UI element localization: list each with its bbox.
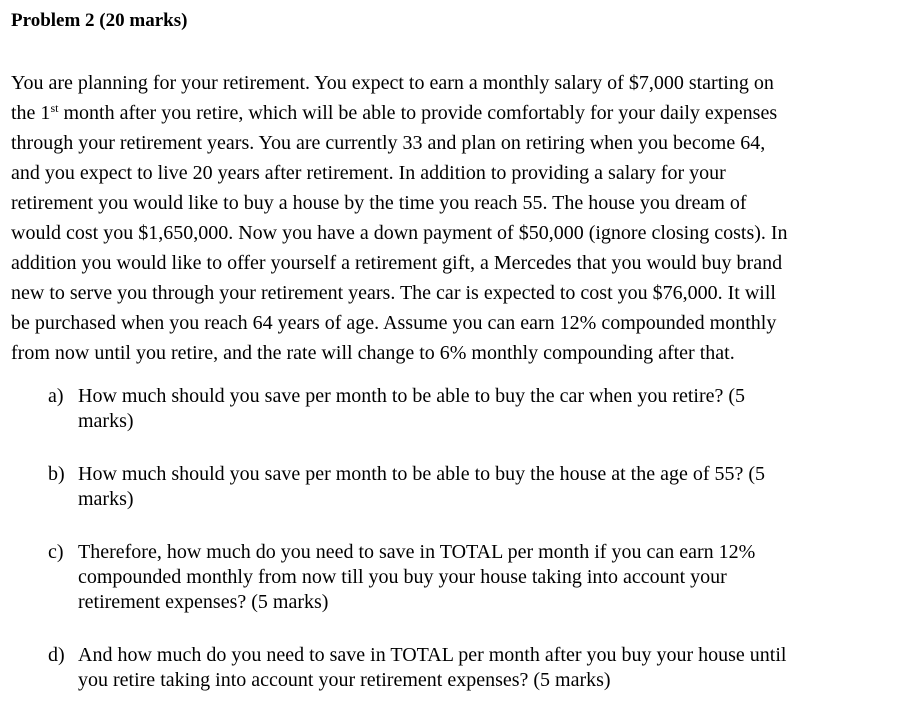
statement-line: be purchased when you reach 64 years of age. Assume you can earn 12% compounded monthly xyxy=(11,312,777,334)
problem-statement xyxy=(11,68,891,368)
statement-line: addition you would like to offer yourself a retirement gift, a Mercedes that you would buy brand xyxy=(11,252,783,274)
question-c xyxy=(11,540,891,615)
question-a xyxy=(11,384,891,434)
question-text: retirement expenses? (5 marks) xyxy=(78,591,329,613)
statement-line: would cost you $1,650,000. Now you have a down payment of $50,000 (ignore closing costs). In xyxy=(11,222,788,244)
statement-line: from now until you retire, and the rate will change to 6% monthly compounding after that. xyxy=(11,342,735,364)
problem-title: Problem 2 (20 marks) xyxy=(11,10,188,31)
statement-line: You are planning for your retirement. You expect to earn a monthly salary of $7,000 starting on xyxy=(11,72,774,94)
question-text: How much should you save per month to be able to buy the house at the age of 55? (5 xyxy=(78,463,766,485)
question-b xyxy=(11,462,891,512)
question-marker: d) xyxy=(48,644,65,666)
statement-line: through your retirement years. You are currently 33 and plan on retiring when you become 64, xyxy=(11,132,766,154)
document-page xyxy=(11,8,891,693)
statement-line: retirement you would like to buy a house by the time you reach 55. The house you dream of xyxy=(11,192,747,214)
question-text: Therefore, how much do you need to save in TOTAL per month if you can earn 12% xyxy=(78,541,756,563)
question-marker: b) xyxy=(48,463,65,485)
statement-text: the 1 xyxy=(11,102,51,124)
question-marker: c) xyxy=(48,541,64,563)
question-text: marks) xyxy=(78,488,134,510)
question-text: compounded monthly from now till you buy your house taking into account your xyxy=(78,566,727,588)
question-text: How much should you save per month to be able to buy the car when you retire? (5 xyxy=(78,385,746,407)
statement-line: new to serve you through your retirement years. The car is expected to cost you $76,000. It will xyxy=(11,282,776,304)
statement-line xyxy=(11,98,891,128)
statement-text: month after you retire, which will be able to provide comfortably for your daily expenses xyxy=(58,102,778,124)
question-d xyxy=(11,643,891,693)
question-text: you retire taking into account your retirement expenses? (5 marks) xyxy=(78,669,611,691)
statement-line: and you expect to live 20 years after retirement. In addition to providing a salary for your xyxy=(11,162,726,184)
question-text: And how much do you need to save in TOTAL per month after you buy your house until xyxy=(78,644,787,666)
question-marker: a) xyxy=(48,385,64,407)
question-text: marks) xyxy=(78,410,134,432)
ordinal-superscript: st xyxy=(50,101,59,115)
question-list xyxy=(11,384,891,693)
